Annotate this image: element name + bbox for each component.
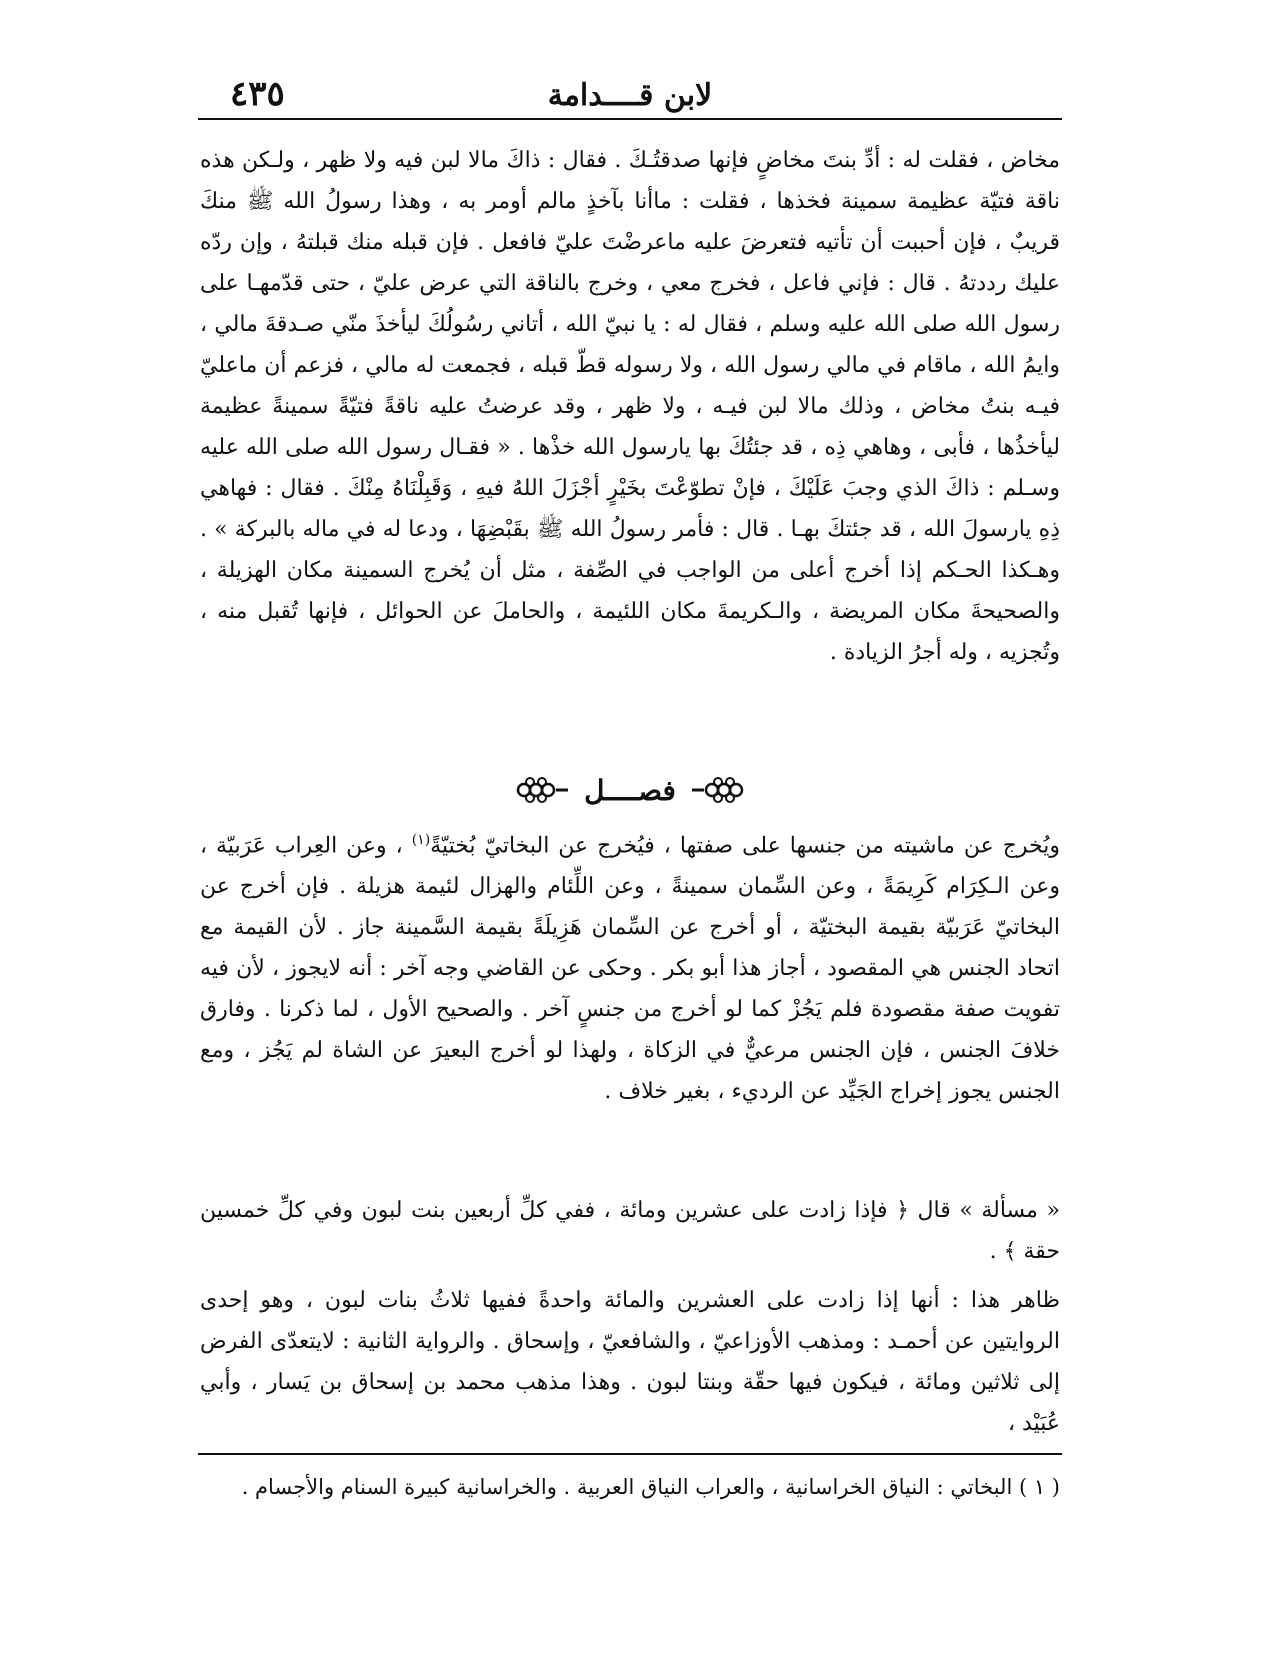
masala-line: ظاهر هذا : أنها إذا زادت على العشرين والمائة واحدةً ففيها ثلاثُ بنات لبون ، وهو إحدى الروايتين عن أحمـد : ومذهب الأوزاعيّ ، والشافعيّ ، وإسحاق . والرواية الثانية : لايتعدّى الفرض إلى ثلاثين ومائة ، فيكون فيها حقّة وبنتا لبون . وهذا مذهب محمد بن إسحاق بن يَسار ، وأبي عُبَيْد ، <box>200 1288 1060 1436</box>
masala-line: « مسألة » قال ﴿ فإذا زادت على عشرين ومائة ، ففي كلِّ أربعين بنت لبون وفي كلِّ خمسين حقة ﴾ . <box>200 1198 1060 1264</box>
masala-text <box>200 1190 1060 1444</box>
footnote-marker: (١) <box>411 832 431 848</box>
paragraph-part: ، وعن العِراب عَرَبيّة ، وعن الـكِرَام كَرِيمَةً ، وعن السِّمان سمينةً ، وعن اللِّئام والهزال لئيمة هزيلة . فإن أخرج عن البخاتيّ عَرَبيّة بقيمة البختيّة ، أو أخرج عن السِّمان هَزِيلَةً بقيمة السَّمينة جاز . لأن القيمة مع اتحاد الجنس هي المقصود ، أجاز هذا أبو بكر . وحكى عن القاضي وجه آخر : أنه لايجوز ، لأن فيه تفويت صفة مقصودة فلم يَجُزْ كما لو أخرج من جنسٍ آخر . والصحيح الأول ، لما ذكرنا . وفارق خلافَ الجنس ، فإن الجنس مرعيٌّ في الزكاة ، ولهذا لو أخرج البعيرَ عن الشاة لم يَجُز ، ومع الجنس يجوز إخراج الجَيِّد عن الرديء ، بغير خلاف . <box>200 833 1060 1105</box>
ornament-left-icon <box>512 775 570 805</box>
header-rule <box>198 118 1062 120</box>
running-head: لابن قــــدامة <box>547 78 713 113</box>
ornament-right-icon <box>690 775 748 805</box>
main-text <box>200 140 1060 673</box>
footnote: ( ١ ) البخاتي : النياق الخراسانية ، والعراب النياق العربية . والخراسانية كبيرة السنام والأجسام . <box>241 1475 1060 1499</box>
section-title: فصــــل <box>584 773 676 807</box>
footnote-rule <box>198 1453 1062 1455</box>
paragraph <box>200 820 1060 1112</box>
page-header <box>200 72 1060 120</box>
page-number: ٤٣٥ <box>230 74 285 114</box>
paragraph-part: ويُخرج عن ماشيته من جنسها على صفتها ، فيُخرج عن البخاتيّ بُختيّةً <box>430 833 1060 859</box>
section-heading <box>200 770 1060 810</box>
section-text <box>200 820 1060 1112</box>
paragraph: مخاض ، فقلت له : أدِّ بنتَ مخاضٍ فإنها صدقتُـكَ . فقال : ذاكَ مالا لبن فيه ولا ظهر ، ولـكن هذه ناقة فتيّة عظيمة سمينة فخذها ، فقلت : ماأنا بآخذٍ مالم أومر به ، وهذا رسولُ الله ﷺ منكَ قريبٌ ، فإن أحببت أن تأتيه فتعرضَ عليه ماعرضْتَ عليّ فافعل . فإن قبله منك قبلتهُ ، وإن ردّه عليك رددتهُ . قال : فإني فاعل ، فخرج معي ، وخرج بالناقة التي عرض عليّ ، حتى قدّمهـا على رسول الله صلى الله عليه وسلم ، فقال له : يا نبيّ الله ، أتاني رسُولُكَ ليأخذَ منّي صـدقةَ مالي ، وايمُ الله ، ماقام في مالي رسول الله ، ولا رسوله قطّ قبله ، فجمعت له مالي ، فزعم أن ماعليّ فيـه بنتُ مخاض ، وذلك مالا لبن فيـه ، ولا ظهر ، وقد عرضتُ عليه ناقةً فتيّةً سمينةً عظيمة ليأخذُها ، فأبى ، وهاهي ذِه ، قد جئتُكَ بها يارسول الله خذْها . « فقـال رسول الله صلى الله عليه وسـلم : ذاكَ الذي وجبَ عَلَيْكَ ، فإنْ تطوّعْتَ بخَيْرٍ أجْزَلَ اللهُ فيهِ ، وَقَبِلْنَاهُ مِنْكَ . فقال : فهاهي ذِهِ يارسولَ الله ، قد جئتكَ بهـا . قال : فأمر رسولُ الله ﷺ بقَبْضِهَا ، ودعا له في ماله بالبركة » . وهـكذا الحـكم إذا أخرج أعلى من الواجب في الصِّفة ، مثل أن يُخرج السمينة مكان الهزيلة ، والصحيحةَ مكان المريضة ، والـكريمةَ مكان اللئيمة ، والحاملَ عن الحوائل ، فإنها تُقبل منه ، وتُجزيه ، وله أجرُ الزيادة . <box>200 148 1060 665</box>
